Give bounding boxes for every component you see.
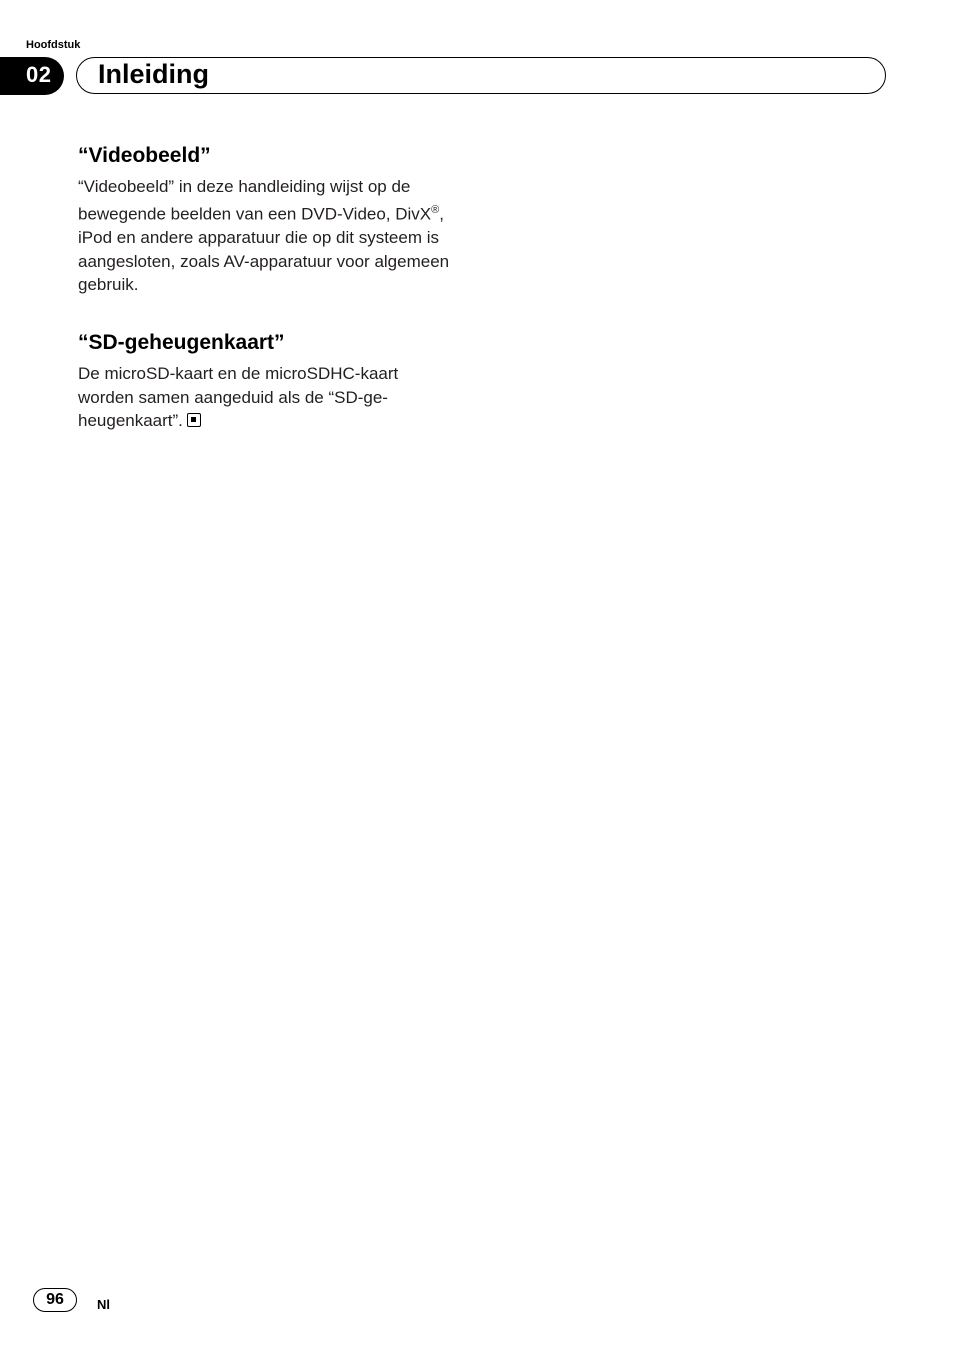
chapter-number: 02: [26, 62, 52, 87]
chapter-label: Hoofdstuk: [26, 39, 81, 51]
registered-mark: ®: [431, 203, 440, 216]
end-of-section-icon: [187, 413, 201, 427]
body-text-part-2: , iPod en andere apparatuur die op dit systeem is aangesloten, zoals AV-apparatuur voor algemeen gebruik.: [78, 204, 450, 295]
page-title: Inleiding: [98, 59, 209, 89]
page-number: 96: [33, 1288, 77, 1312]
section-heading: “Videobeeld”: [78, 144, 211, 167]
section-body: [78, 362, 458, 433]
body-text: De microSD-kaart en de microSDHC-kaart worden samen aangeduid als de “SD-ge-heugenkaart”.: [78, 364, 399, 431]
section-sd-geheugenkaart: [78, 330, 458, 433]
section-body: [78, 175, 458, 297]
section-heading: “SD-geheugenkaart”: [78, 331, 285, 354]
body-text-part-1: “Videobeeld” in deze handleiding wijst op de bewegende beelden van een DVD-Video, DivX: [78, 177, 432, 224]
language-code: Nl: [97, 1297, 110, 1312]
section-videobeeld: [78, 143, 458, 297]
